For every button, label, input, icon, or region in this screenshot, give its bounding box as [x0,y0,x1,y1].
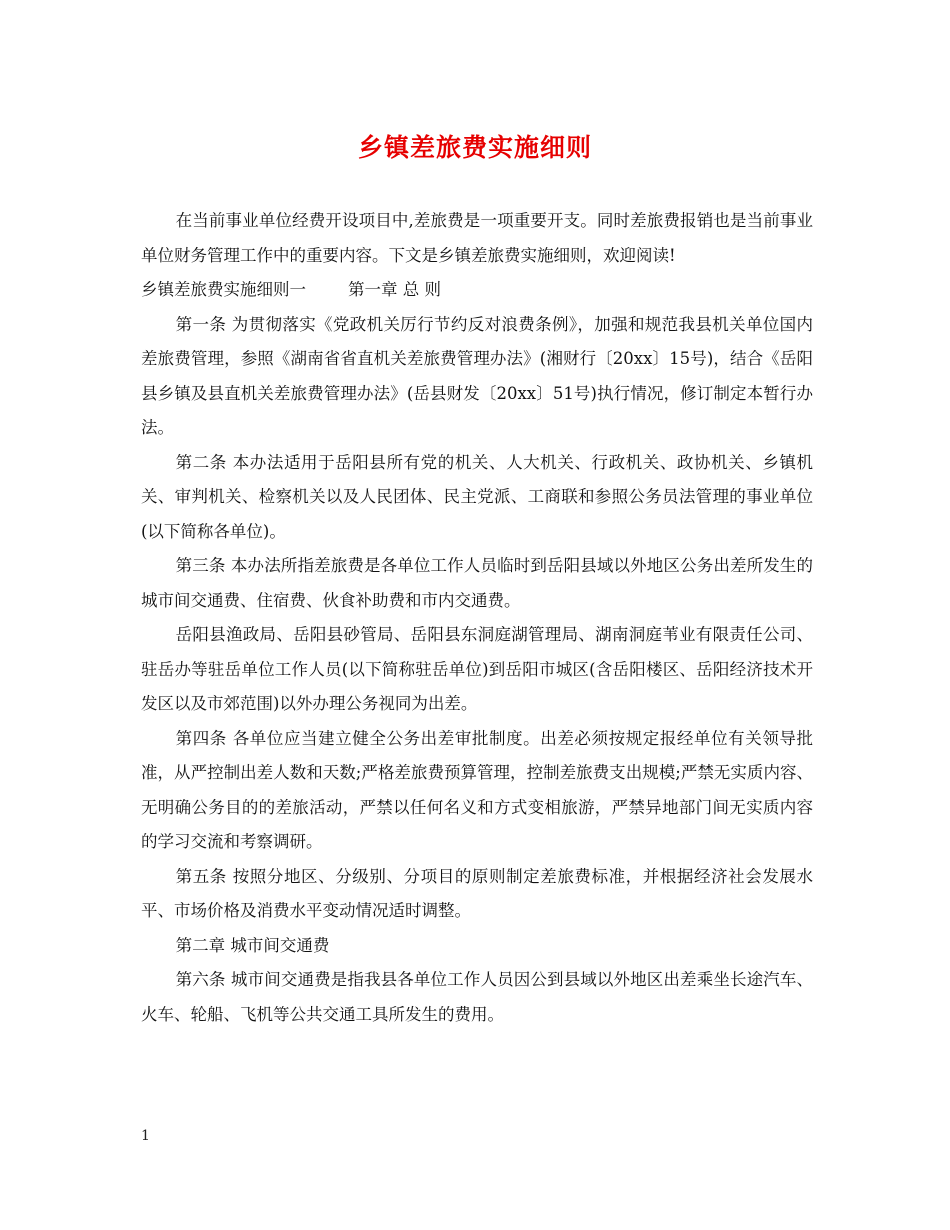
document-body [141,204,813,1032]
article-3: 第三条 本办法所指差旅费是各单位工作人员临时到岳阳县域以外地区公务出差所发生的城市间交通费、住宿费、伙食补助费和市内交通费。 [141,556,813,610]
intro-paragraph: 在当前事业单位经费开设项目中,差旅费是一项重要开支。同时差旅费报销也是当前事业单位财务管理工作中的重要内容。下文是乡镇差旅费实施细则，欢迎阅读! [141,211,813,265]
rule-heading-line [141,273,813,308]
article-5: 第五条 按照分地区、分级别、分项目的原则制定差旅费标准，并根据经济社会发展水平、市场价格及消费水平变动情况适时调整。 [141,866,813,920]
document-title: 乡镇差旅费实施细则 [357,133,592,162]
article-6: 第六条 城市间交通费是指我县各单位工作人员因公到县域以外地区出差乘坐长途汽车、火车、轮船、飞机等公共交通工具所发生的费用。 [141,970,813,1024]
article-1: 第一条 为贯彻落实《党政机关厉行节约反对浪费条例》，加强和规范我县机关单位国内差旅费管理，参照《湖南省省直机关差旅费管理办法》(湘财行〔20xx〕15号)，结合《岳阳县乡镇及县直机关差旅费管理办法》(岳县财发〔20xx〕51号)执行情况，修订制定本暂行办法。 [141,314,813,437]
article-2: 第二条 本办法适用于岳阳县所有党的机关、人大机关、行政机关、政协机关、乡镇机关、审判机关、检察机关以及人民团体、民主党派、工商联和参照公务员法管理的事业单位(以下简称各单位)。 [141,452,813,541]
page-number: 1 [141,1128,150,1144]
chapter-1-heading: 第一章 总 则 [348,280,441,299]
chapter-2-heading: 第二章 城市间交通费 [175,935,330,955]
article-4: 第四条 各单位应当建立健全公务出差审批制度。出差必须按规定报经单位有关领导批准，从严控制出差人数和天数;严格差旅费预算管理，控制差旅费支出规模;严禁无实质内容、无明确公务目的的差旅活动，严禁以任何名义和方式变相旅游，严禁异地部门间无实质内容的学习交流和考察调研。 [141,728,813,851]
article-3-note: 岳阳县渔政局、岳阳县砂管局、岳阳县东洞庭湖管理局、湖南洞庭苇业有限责任公司、驻岳办等驻岳单位工作人员(以下简称驻岳单位)到岳阳市城区(含岳阳楼区、岳阳经济技术开发区以及市郊范围)以外办理公务视同为出差。 [141,625,813,713]
rule-heading: 乡镇差旅费实施细则一 [141,280,306,299]
